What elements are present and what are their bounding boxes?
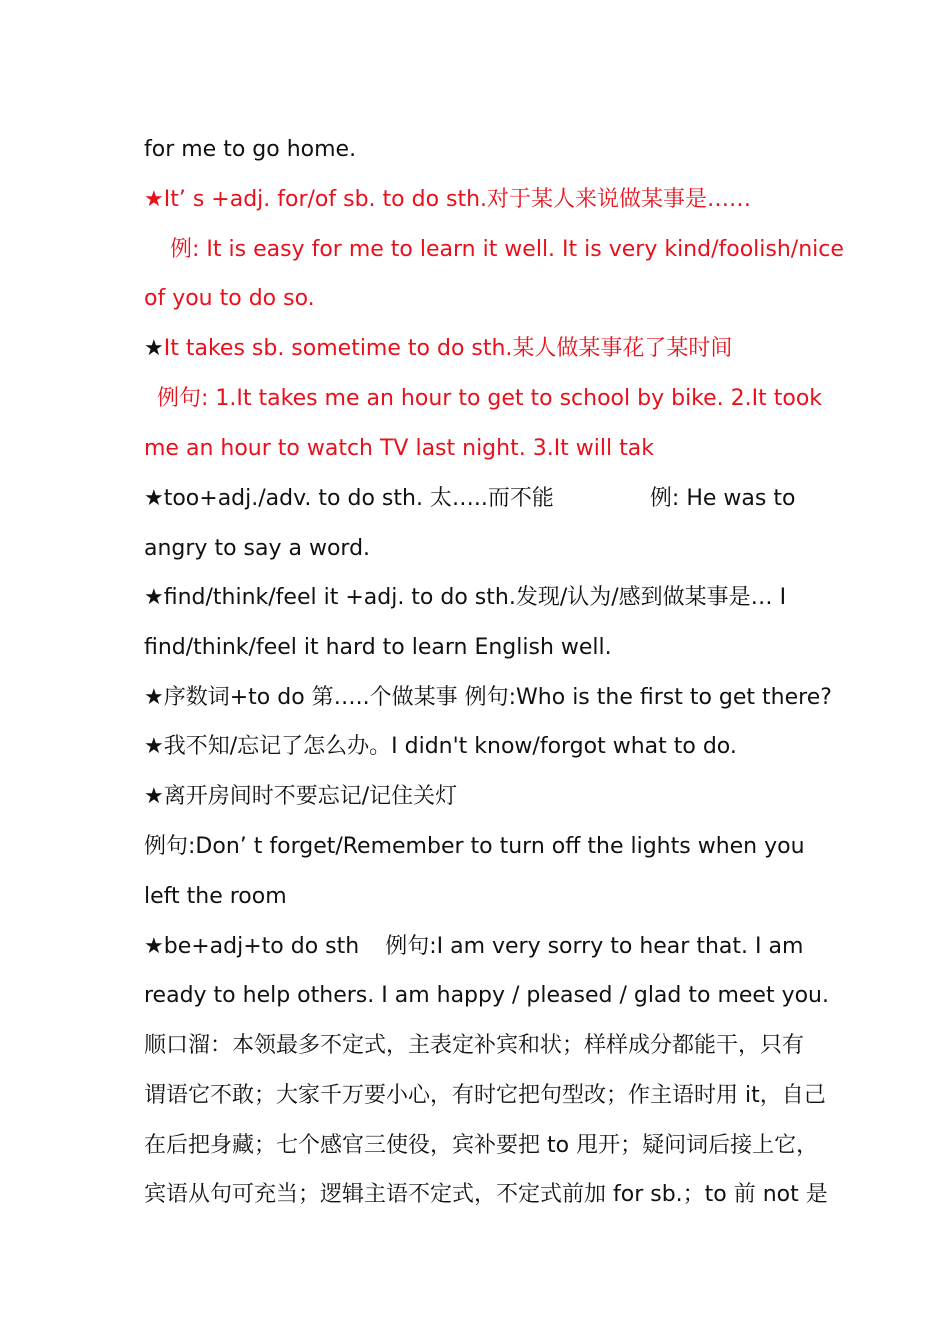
text-segment: ★be+adj+to do sth (144, 934, 360, 959)
text-line-highlighted: me an hour to watch TV last night. 3.It will tak (144, 436, 654, 461)
star-icon: ★ (144, 336, 164, 361)
text-line: ★序数词+to do 第…..个做某事 例句:Who is the first to get there? (144, 685, 832, 710)
text-line: left the room (144, 884, 287, 909)
text-line-highlighted: of you to do so. (144, 286, 315, 311)
text-line: ★find/think/feel it +adj. to do sth.发现/认为/感到做某事是… I (144, 585, 787, 610)
text-line: 例句:Don’ t forget/Remember to turn off the lights when you (144, 834, 805, 859)
text-line-highlighted (144, 324, 844, 374)
text-line: 顺口溜：本领最多不定式，主表定补宾和状；样样成分都能干，只有 (144, 1033, 805, 1058)
text-line-highlighted: 例句: 1.It takes me an hour to get to school by bike. 2.It took (157, 386, 823, 411)
text-segment: ★too+adj./adv. to do sth. 太…..而不能 (144, 486, 554, 511)
text-line (144, 474, 844, 524)
text-line: ★我不知/忘记了怎么办。I didn't know/forgot what to do. (144, 734, 737, 759)
text-line: 谓语它不敢；大家千万要小心，有时它把句型改；作主语时用 it，自己 (144, 1083, 826, 1108)
text-line: for me to go home. (144, 137, 357, 162)
text-line-highlighted: ★It’ s +adj. for/of sb. to do sth.对于某人来说做某事是…… (144, 187, 752, 212)
text-segment: 例句:I am very sorry to hear that. I am (385, 934, 804, 959)
text-line-highlighted: 例: It is easy for me to learn it well. It is very kind/foolish/nice (170, 237, 844, 262)
text-line (144, 922, 844, 972)
text-line-body: It takes sb. sometime to do sth.某人做某事花了某时间 (163, 336, 733, 361)
text-line: angry to say a word. (144, 536, 371, 561)
text-line: 宾语从句可充当；逻辑主语不定式，不定式前加 for sb.；to 前 not 是 (144, 1182, 828, 1207)
text-line: ★离开房间时不要忘记/记住关灯 (144, 784, 458, 809)
text-line: 在后把身藏；七个感官三使役，宾补要把 to 甩开；疑问词后接上它， (144, 1133, 819, 1158)
text-line: ready to help others. I am happy / pleased / glad to meet you. (144, 983, 829, 1008)
text-line: find/think/feel it hard to learn English well. (144, 635, 612, 660)
text-segment: 例: He was to (649, 486, 796, 511)
